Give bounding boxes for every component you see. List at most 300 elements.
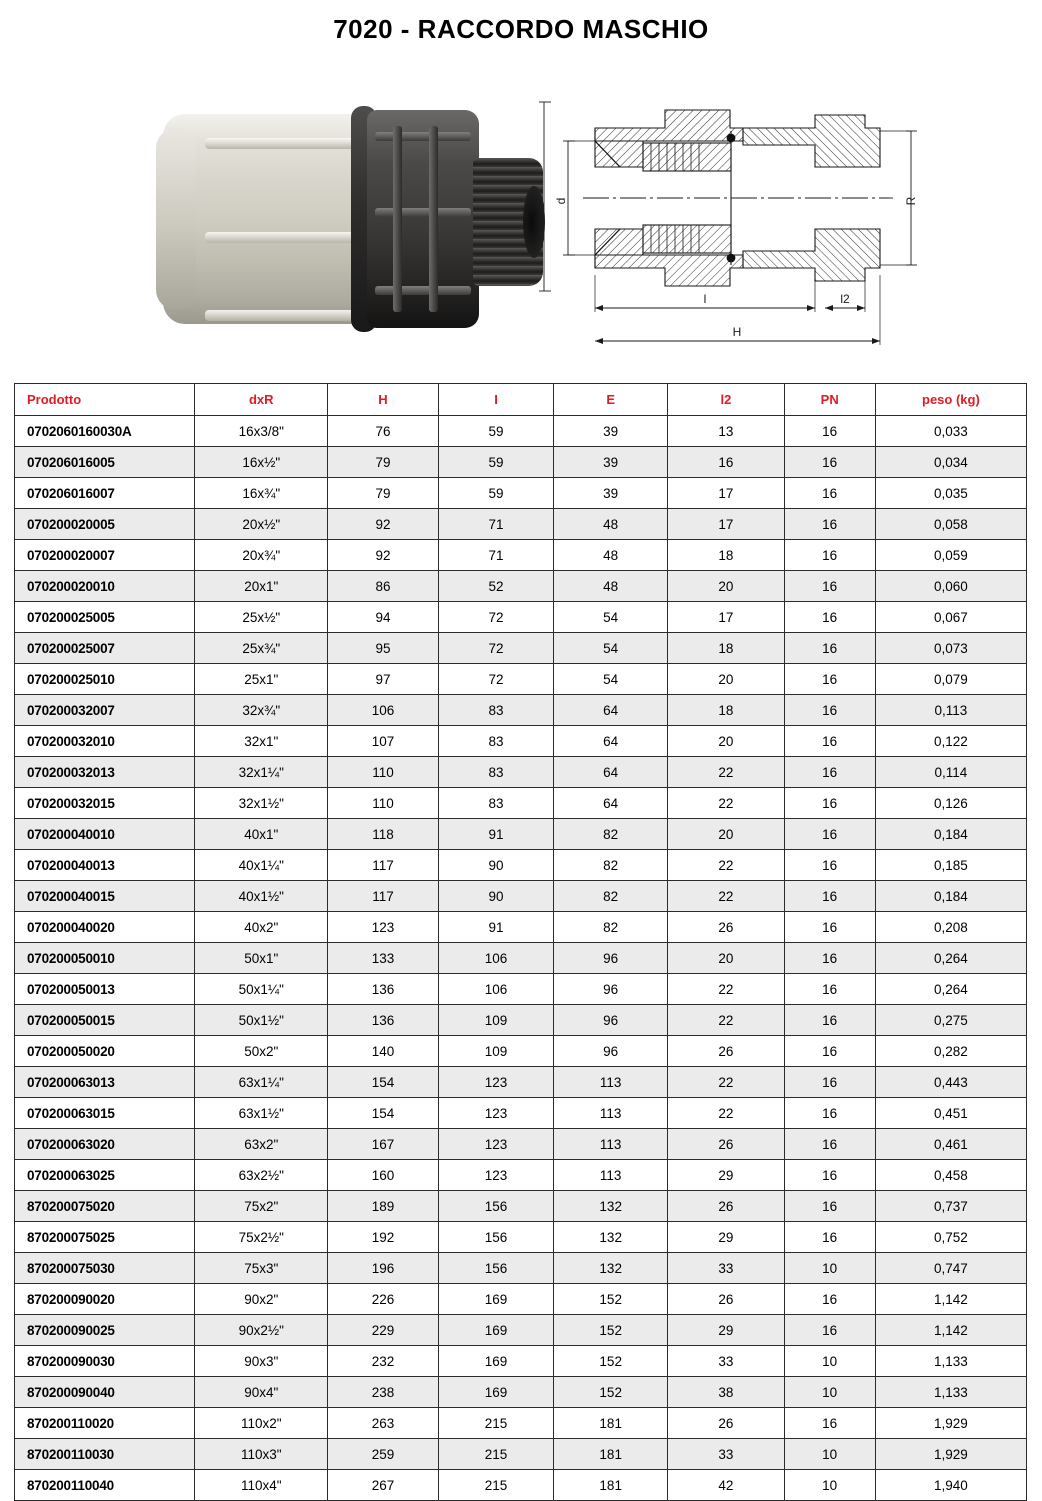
table-row [15, 1470, 1027, 1501]
cell-prodotto: 870200110040 [15, 1470, 195, 1501]
cell-prodotto: 070200020005 [15, 509, 195, 540]
cell-pesokg: 0,752 [875, 1222, 1026, 1253]
photo-body-rib [375, 208, 471, 217]
table-row [15, 912, 1027, 943]
cell-dxr: 32x1" [195, 726, 328, 757]
cell-pesokg: 0,451 [875, 1098, 1026, 1129]
table-row [15, 664, 1027, 695]
cell-l2: 22 [668, 881, 784, 912]
table-row [15, 1377, 1027, 1408]
cell-pesokg: 0,184 [875, 819, 1026, 850]
cell-pesokg: 0,461 [875, 1129, 1026, 1160]
spec-table-wrapper [14, 383, 1027, 1501]
cell-prodotto: 070200050010 [15, 943, 195, 974]
cell-pn: 10 [784, 1253, 875, 1284]
cell-e: 132 [554, 1191, 668, 1222]
cell-h: 123 [328, 912, 439, 943]
cell-prodotto: 070200032007 [15, 695, 195, 726]
cell-e: 152 [554, 1346, 668, 1377]
cell-l2: 20 [668, 664, 784, 695]
cell-pn: 16 [784, 571, 875, 602]
cell-prodotto: 070206016007 [15, 478, 195, 509]
cell-h: 133 [328, 943, 439, 974]
photo-fitting-body [367, 110, 479, 328]
cell-l2: 17 [668, 509, 784, 540]
cell-l2: 26 [668, 1191, 784, 1222]
table-row [15, 850, 1027, 881]
cell-pn: 16 [784, 447, 875, 478]
cell-e: 181 [554, 1439, 668, 1470]
cell-pesokg: 1,142 [875, 1315, 1026, 1346]
cell-pn: 10 [784, 1377, 875, 1408]
photo-nut-flute [205, 138, 355, 149]
table-row [15, 447, 1027, 478]
cell-prodotto: 870200075030 [15, 1253, 195, 1284]
cell-e: 39 [554, 447, 668, 478]
photo-body-rib [375, 286, 471, 295]
cell-prodotto: 070200020007 [15, 540, 195, 571]
cell-e: 113 [554, 1160, 668, 1191]
cell-pesokg: 0,058 [875, 509, 1026, 540]
technical-drawing [525, 83, 925, 358]
cell-l2: 17 [668, 478, 784, 509]
cell-prodotto: 070200063020 [15, 1129, 195, 1160]
cell-pn: 16 [784, 850, 875, 881]
cell-h: 110 [328, 757, 439, 788]
cell-h: 263 [328, 1408, 439, 1439]
cell-prodotto: 070200032015 [15, 788, 195, 819]
cell-e: 152 [554, 1377, 668, 1408]
cell-i: 90 [438, 881, 553, 912]
table-header-cell-2: H [328, 384, 439, 416]
cell-h: 196 [328, 1253, 439, 1284]
cell-pesokg: 0,184 [875, 881, 1026, 912]
table-row [15, 509, 1027, 540]
cell-dxr: 63x2½" [195, 1160, 328, 1191]
cell-pesokg: 0,275 [875, 1005, 1026, 1036]
cell-pesokg: 1,142 [875, 1284, 1026, 1315]
cell-i: 71 [438, 540, 553, 571]
cell-i: 91 [438, 819, 553, 850]
table-row [15, 819, 1027, 850]
cell-pesokg: 0,185 [875, 850, 1026, 881]
cell-prodotto: 070206016005 [15, 447, 195, 478]
cell-h: 107 [328, 726, 439, 757]
dimension-label-R: R [904, 196, 918, 206]
cell-prodotto: 870200090040 [15, 1377, 195, 1408]
table-head [15, 384, 1027, 416]
cell-i: 83 [438, 788, 553, 819]
cell-l2: 33 [668, 1253, 784, 1284]
cell-l2: 29 [668, 1315, 784, 1346]
cell-dxr: 20x½" [195, 509, 328, 540]
cell-prodotto: 870200090020 [15, 1284, 195, 1315]
cell-h: 117 [328, 881, 439, 912]
cell-dxr: 90x2½" [195, 1315, 328, 1346]
photo-body-rib [375, 132, 471, 141]
cell-l2: 16 [668, 447, 784, 478]
table-header-cell-0: Prodotto [15, 384, 195, 416]
cell-h: 92 [328, 509, 439, 540]
cell-pesokg: 0,033 [875, 416, 1026, 447]
cell-pn: 16 [784, 881, 875, 912]
cell-e: 113 [554, 1067, 668, 1098]
cell-prodotto: 070200050013 [15, 974, 195, 1005]
cell-h: 97 [328, 664, 439, 695]
cell-i: 83 [438, 695, 553, 726]
cell-prodotto: 070200040020 [15, 912, 195, 943]
cell-dxr: 90x2" [195, 1284, 328, 1315]
cell-l2: 26 [668, 1408, 784, 1439]
cell-pn: 16 [784, 664, 875, 695]
cell-pn: 16 [784, 726, 875, 757]
o-ring-lower [727, 254, 736, 263]
cell-pn: 16 [784, 819, 875, 850]
cell-prodotto: 0702060160030A [15, 416, 195, 447]
cell-i: 83 [438, 757, 553, 788]
table-row [15, 1408, 1027, 1439]
cell-l2: 33 [668, 1439, 784, 1470]
table-header-cell-5: l2 [668, 384, 784, 416]
cell-dxr: 50x1" [195, 943, 328, 974]
cell-h: 117 [328, 850, 439, 881]
cell-h: 94 [328, 602, 439, 633]
cell-e: 181 [554, 1470, 668, 1501]
cell-dxr: 32x¾" [195, 695, 328, 726]
cell-i: 106 [438, 943, 553, 974]
cell-pesokg: 0,122 [875, 726, 1026, 757]
cell-pn: 16 [784, 1191, 875, 1222]
cell-dxr: 110x4" [195, 1470, 328, 1501]
cell-h: 259 [328, 1439, 439, 1470]
cell-pesokg: 0,067 [875, 602, 1026, 633]
cell-prodotto: 070200063025 [15, 1160, 195, 1191]
cell-dxr: 25x¾" [195, 633, 328, 664]
cell-pesokg: 0,126 [875, 788, 1026, 819]
cell-pn: 16 [784, 1160, 875, 1191]
cell-dxr: 50x2" [195, 1036, 328, 1067]
cell-e: 181 [554, 1408, 668, 1439]
table-row [15, 416, 1027, 447]
cell-i: 169 [438, 1346, 553, 1377]
cell-pn: 16 [784, 695, 875, 726]
cell-pn: 16 [784, 1005, 875, 1036]
cell-prodotto: 070200063013 [15, 1067, 195, 1098]
table-row [15, 1439, 1027, 1470]
cell-i: 156 [438, 1253, 553, 1284]
cell-e: 82 [554, 819, 668, 850]
table-body [15, 416, 1027, 1501]
table-row [15, 1191, 1027, 1222]
o-ring-upper [727, 134, 736, 143]
cell-pn: 16 [784, 912, 875, 943]
cell-dxr: 50x1½" [195, 1005, 328, 1036]
table-row [15, 478, 1027, 509]
cell-e: 54 [554, 633, 668, 664]
cell-pn: 16 [784, 974, 875, 1005]
cell-l2: 17 [668, 602, 784, 633]
dimension-label-d: d [554, 197, 568, 205]
cell-l2: 26 [668, 1129, 784, 1160]
cell-e: 64 [554, 788, 668, 819]
table-row [15, 540, 1027, 571]
cell-dxr: 40x1¼" [195, 850, 328, 881]
table-row [15, 726, 1027, 757]
cell-pn: 16 [784, 1067, 875, 1098]
cell-prodotto: 070200025005 [15, 602, 195, 633]
table-row [15, 757, 1027, 788]
dimension-label-E: E [530, 196, 544, 206]
cell-e: 82 [554, 881, 668, 912]
cell-dxr: 110x2" [195, 1408, 328, 1439]
cell-e: 48 [554, 509, 668, 540]
table-row [15, 1036, 1027, 1067]
table-row [15, 1067, 1027, 1098]
cell-prodotto: 070200025010 [15, 664, 195, 695]
cell-pn: 10 [784, 1439, 875, 1470]
table-row [15, 1222, 1027, 1253]
cell-l2: 26 [668, 1036, 784, 1067]
cell-pn: 16 [784, 478, 875, 509]
cell-h: 106 [328, 695, 439, 726]
cell-dxr: 90x3" [195, 1346, 328, 1377]
cell-dxr: 110x3" [195, 1439, 328, 1470]
cell-dxr: 63x2" [195, 1129, 328, 1160]
table-row [15, 1346, 1027, 1377]
cell-i: 123 [438, 1129, 553, 1160]
cell-prodotto: 070200040013 [15, 850, 195, 881]
cell-prodotto: 870200075020 [15, 1191, 195, 1222]
cell-h: 86 [328, 571, 439, 602]
cell-h: 136 [328, 974, 439, 1005]
cell-i: 59 [438, 447, 553, 478]
table-row [15, 1160, 1027, 1191]
cell-e: 54 [554, 602, 668, 633]
cell-prodotto: 070200020010 [15, 571, 195, 602]
cell-e: 152 [554, 1315, 668, 1346]
cell-i: 215 [438, 1439, 553, 1470]
cell-h: 238 [328, 1377, 439, 1408]
cell-l2: 22 [668, 1005, 784, 1036]
cell-prodotto: 070200032013 [15, 757, 195, 788]
cell-dxr: 32x1¼" [195, 757, 328, 788]
table-row [15, 1315, 1027, 1346]
cell-pesokg: 0,208 [875, 912, 1026, 943]
cell-i: 156 [438, 1222, 553, 1253]
cell-l2: 33 [668, 1346, 784, 1377]
cell-dxr: 25x½" [195, 602, 328, 633]
cell-i: 215 [438, 1470, 553, 1501]
cell-prodotto: 070200050020 [15, 1036, 195, 1067]
cell-pesokg: 0,458 [875, 1160, 1026, 1191]
photo-body-vertical-rib [393, 126, 402, 312]
cell-i: 59 [438, 478, 553, 509]
cell-h: 232 [328, 1346, 439, 1377]
cell-dxr: 40x1½" [195, 881, 328, 912]
cell-e: 48 [554, 571, 668, 602]
cell-e: 48 [554, 540, 668, 571]
cell-pn: 10 [784, 1470, 875, 1501]
cell-e: 96 [554, 1036, 668, 1067]
table-header-cell-6: PN [784, 384, 875, 416]
cell-e: 64 [554, 726, 668, 757]
cell-prodotto: 870200075025 [15, 1222, 195, 1253]
cell-h: 192 [328, 1222, 439, 1253]
cell-i: 83 [438, 726, 553, 757]
cell-pn: 16 [784, 1036, 875, 1067]
cell-i: 123 [438, 1160, 553, 1191]
cell-pesokg: 1,133 [875, 1346, 1026, 1377]
cell-pn: 10 [784, 1346, 875, 1377]
cell-l2: 29 [668, 1160, 784, 1191]
table-header-row [15, 384, 1027, 416]
cell-e: 64 [554, 757, 668, 788]
cell-l2: 22 [668, 788, 784, 819]
cell-h: 226 [328, 1284, 439, 1315]
cell-pn: 16 [784, 509, 875, 540]
cell-h: 140 [328, 1036, 439, 1067]
cell-l2: 29 [668, 1222, 784, 1253]
cell-h: 76 [328, 416, 439, 447]
table-row [15, 881, 1027, 912]
table-row [15, 974, 1027, 1005]
cell-pesokg: 0,264 [875, 974, 1026, 1005]
photo-nut-flute [205, 232, 355, 243]
cell-pesokg: 1,929 [875, 1408, 1026, 1439]
cell-l2: 20 [668, 571, 784, 602]
cell-l2: 13 [668, 416, 784, 447]
cell-e: 39 [554, 416, 668, 447]
cell-e: 82 [554, 912, 668, 943]
cell-i: 109 [438, 1005, 553, 1036]
cell-dxr: 90x4" [195, 1377, 328, 1408]
cell-prodotto: 870200090030 [15, 1346, 195, 1377]
cell-i: 71 [438, 509, 553, 540]
photo-nut-flute [205, 310, 355, 321]
table-header-cell-7: peso (kg) [875, 384, 1026, 416]
cell-dxr: 75x2½" [195, 1222, 328, 1253]
table-row [15, 1129, 1027, 1160]
cell-dxr: 20x¾" [195, 540, 328, 571]
cell-l2: 22 [668, 1067, 784, 1098]
table-row [15, 1005, 1027, 1036]
cell-pn: 16 [784, 416, 875, 447]
cell-pesokg: 0,035 [875, 478, 1026, 509]
cell-i: 123 [438, 1098, 553, 1129]
cell-dxr: 40x2" [195, 912, 328, 943]
cell-h: 136 [328, 1005, 439, 1036]
cell-prodotto: 870200090025 [15, 1315, 195, 1346]
cell-e: 54 [554, 664, 668, 695]
cell-pn: 16 [784, 1222, 875, 1253]
cell-i: 91 [438, 912, 553, 943]
table-row [15, 1253, 1027, 1284]
cell-h: 79 [328, 478, 439, 509]
cell-i: 52 [438, 571, 553, 602]
cell-pesokg: 0,282 [875, 1036, 1026, 1067]
cell-i: 59 [438, 416, 553, 447]
cell-pesokg: 0,059 [875, 540, 1026, 571]
cell-l2: 42 [668, 1470, 784, 1501]
dimension-label-l: l [703, 292, 707, 306]
photo-body-vertical-rib [429, 126, 438, 312]
cell-e: 113 [554, 1098, 668, 1129]
cell-pn: 16 [784, 602, 875, 633]
cell-h: 154 [328, 1067, 439, 1098]
cell-pn: 16 [784, 1408, 875, 1439]
cell-pesokg: 0,264 [875, 943, 1026, 974]
table-row [15, 633, 1027, 664]
cell-pn: 16 [784, 1129, 875, 1160]
cell-pn: 16 [784, 540, 875, 571]
cell-e: 82 [554, 850, 668, 881]
cell-i: 72 [438, 664, 553, 695]
dimension-label-H: H [732, 325, 742, 339]
cell-l2: 22 [668, 974, 784, 1005]
cell-l2: 22 [668, 850, 784, 881]
cell-e: 132 [554, 1253, 668, 1284]
cell-pesokg: 0,747 [875, 1253, 1026, 1284]
cell-e: 152 [554, 1284, 668, 1315]
cell-i: 156 [438, 1191, 553, 1222]
cell-pesokg: 0,113 [875, 695, 1026, 726]
cell-h: 79 [328, 447, 439, 478]
cell-pesokg: 0,079 [875, 664, 1026, 695]
table-row [15, 788, 1027, 819]
cell-pesokg: 0,114 [875, 757, 1026, 788]
table-row [15, 943, 1027, 974]
cell-l2: 20 [668, 819, 784, 850]
cell-dxr: 16x½" [195, 447, 328, 478]
cell-i: 72 [438, 602, 553, 633]
cell-i: 90 [438, 850, 553, 881]
figures-area [0, 78, 1042, 363]
cell-e: 96 [554, 974, 668, 1005]
cell-pn: 16 [784, 633, 875, 664]
cell-dxr: 75x3" [195, 1253, 328, 1284]
photo-compression-nut [163, 114, 363, 324]
table-row [15, 1284, 1027, 1315]
cell-pesokg: 0,060 [875, 571, 1026, 602]
cell-dxr: 16x¾" [195, 478, 328, 509]
cell-l2: 20 [668, 726, 784, 757]
cell-prodotto: 070200025007 [15, 633, 195, 664]
cell-h: 160 [328, 1160, 439, 1191]
table-header-cell-4: E [554, 384, 668, 416]
table-row [15, 571, 1027, 602]
cell-e: 39 [554, 478, 668, 509]
cell-i: 169 [438, 1315, 553, 1346]
cell-pn: 16 [784, 1315, 875, 1346]
cell-l2: 26 [668, 912, 784, 943]
cell-i: 215 [438, 1408, 553, 1439]
cell-pn: 16 [784, 1098, 875, 1129]
cell-dxr: 16x3/8" [195, 416, 328, 447]
cell-dxr: 20x1" [195, 571, 328, 602]
cell-pesokg: 1,940 [875, 1470, 1026, 1501]
table-row [15, 1098, 1027, 1129]
cell-prodotto: 070200040010 [15, 819, 195, 850]
cell-pesokg: 0,443 [875, 1067, 1026, 1098]
table-row [15, 695, 1027, 726]
cell-h: 229 [328, 1315, 439, 1346]
cell-pn: 16 [784, 943, 875, 974]
cell-pesokg: 1,133 [875, 1377, 1026, 1408]
cell-dxr: 63x1½" [195, 1098, 328, 1129]
cell-prodotto: 870200110020 [15, 1408, 195, 1439]
cell-pn: 16 [784, 757, 875, 788]
cell-pesokg: 0,737 [875, 1191, 1026, 1222]
